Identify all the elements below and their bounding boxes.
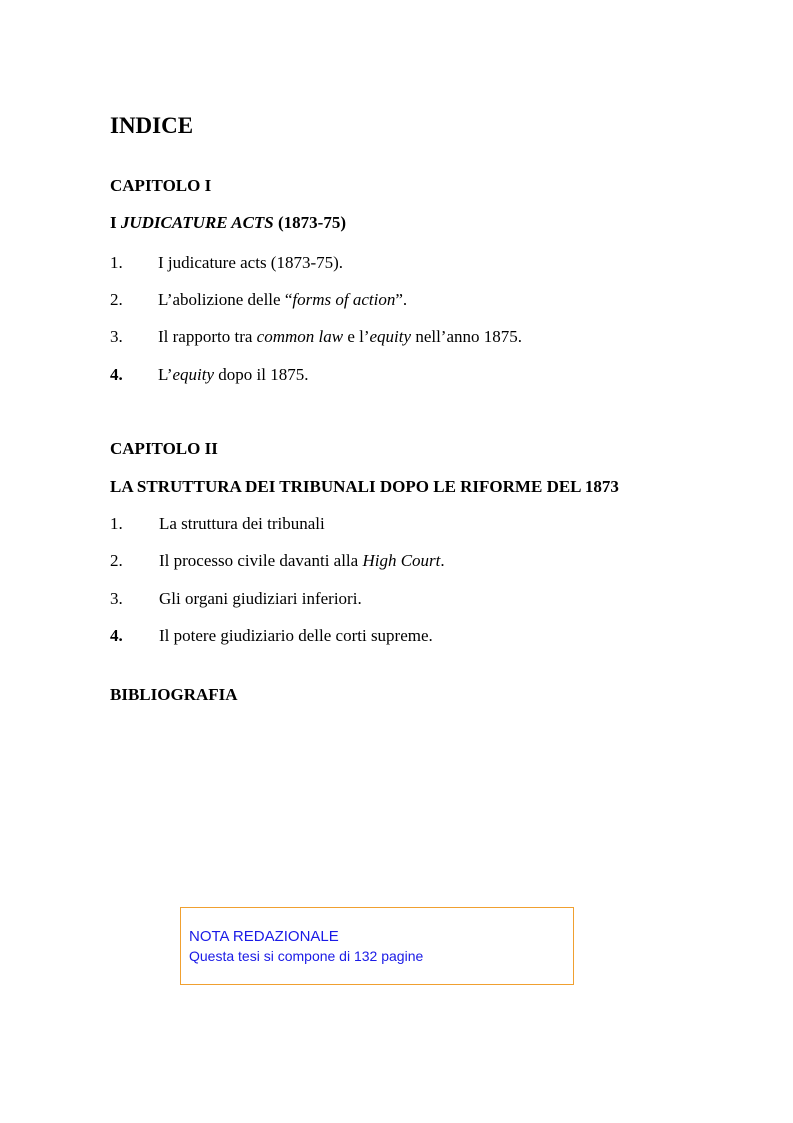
chapter-2-label: CAPITOLO II bbox=[110, 439, 218, 458]
item-number: 1. bbox=[110, 253, 123, 272]
item-text bbox=[159, 514, 325, 534]
editorial-note-text: Questa tesi si compone di 132 pagine bbox=[189, 948, 424, 964]
chapter-1-heading-prefix: I bbox=[110, 213, 121, 232]
item-number: 3. bbox=[110, 327, 123, 346]
item-text-part-italic: common law bbox=[256, 327, 344, 346]
chapter-1-heading-suffix: (1873-75) bbox=[273, 213, 346, 232]
bibliography-heading: BIBLIOGRAFIA bbox=[110, 685, 238, 704]
item-text-part: . bbox=[440, 551, 445, 570]
item-text bbox=[159, 626, 433, 646]
item-text-part-italic: forms of action bbox=[292, 290, 396, 309]
item-number: 2. bbox=[110, 290, 123, 309]
item-text-part-italic: equity bbox=[172, 365, 215, 384]
index-title: INDICE bbox=[110, 113, 194, 138]
item-number: 3. bbox=[110, 589, 123, 608]
item-text bbox=[159, 589, 362, 609]
item-text bbox=[159, 551, 445, 571]
item-text-part: e l’ bbox=[343, 327, 370, 346]
chapter-1-heading-italic: JUDICATURE ACTS bbox=[120, 213, 274, 232]
item-text-part: I judicature acts (1873-75). bbox=[158, 253, 344, 272]
chapter-2-heading: LA STRUTTURA DEI TRIBUNALI DOPO LE RIFORME DEL 1873 bbox=[110, 477, 619, 496]
item-text-part: L’abolizione delle “ bbox=[158, 290, 293, 309]
item-text-part-italic: equity bbox=[369, 327, 412, 346]
item-text-part: ”. bbox=[395, 290, 408, 309]
editorial-note-heading: NOTA REDAZIONALE bbox=[189, 928, 339, 945]
item-text-part: dopo il 1875. bbox=[214, 365, 309, 384]
item-text bbox=[158, 253, 343, 273]
chapter-1-heading bbox=[110, 213, 346, 233]
editorial-note-box bbox=[180, 907, 574, 985]
item-text-part: Il potere giudiziario delle corti supreme. bbox=[159, 626, 433, 645]
chapter-1-label: CAPITOLO I bbox=[110, 176, 212, 195]
item-text-part: Gli organi giudiziari inferiori. bbox=[159, 589, 362, 608]
item-text-part: L’ bbox=[158, 365, 173, 384]
item-text bbox=[158, 290, 407, 310]
item-number: 2. bbox=[110, 551, 123, 570]
item-text-part-italic: High Court bbox=[362, 551, 441, 570]
item-text bbox=[158, 365, 309, 385]
item-text-part: Il processo civile davanti alla bbox=[159, 551, 363, 570]
item-number: 1. bbox=[110, 514, 123, 533]
item-text-part: La struttura dei tribunali bbox=[159, 514, 325, 533]
item-number: 4. bbox=[110, 626, 123, 645]
item-text-part: Il rapporto tra bbox=[158, 327, 257, 346]
item-text bbox=[158, 327, 522, 347]
item-text-part: nell’anno 1875. bbox=[411, 327, 523, 346]
item-number: 4. bbox=[110, 365, 123, 384]
